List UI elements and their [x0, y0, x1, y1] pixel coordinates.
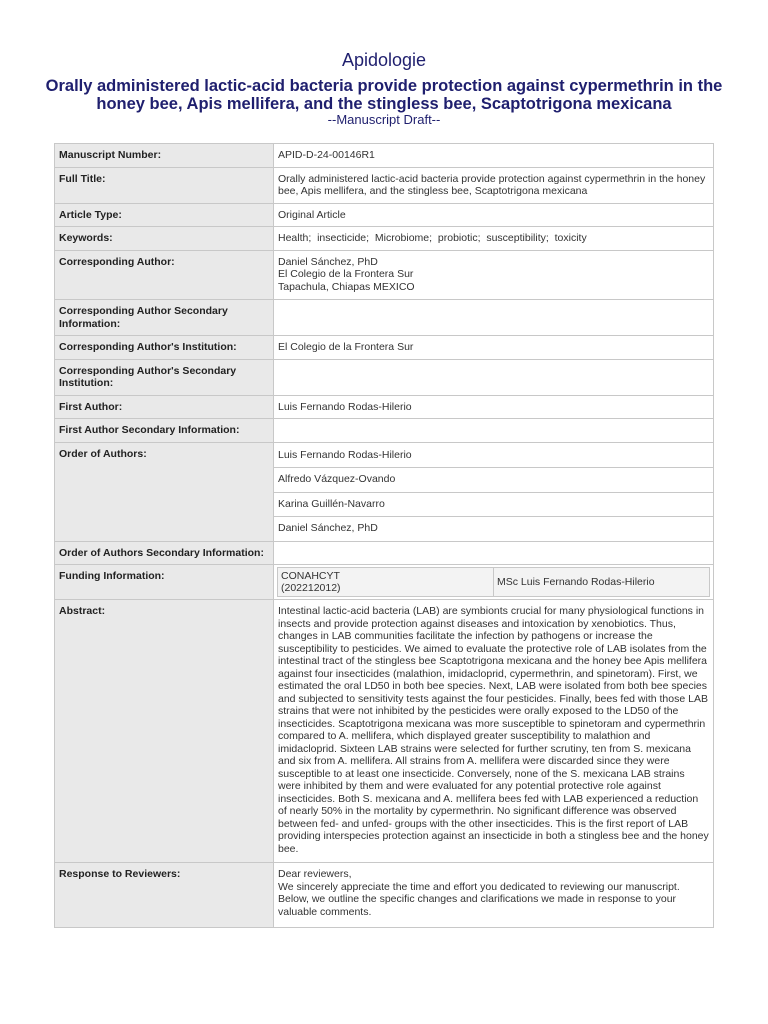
corresponding-author-institution: El Colegio de la Frontera Sur: [278, 268, 414, 280]
value-full-title: Orally administered lactic-acid bacteria provide protection against cypermethrin in the honey bee, Apis mellifera, and the stingless bee, Scaptotrigona mexicana: [274, 167, 714, 203]
row-first-author: [55, 395, 714, 419]
label-abstract: Abstract:: [55, 600, 274, 863]
row-manuscript-number: [55, 144, 714, 168]
funding-table: [277, 567, 710, 597]
row-full-title: [55, 167, 714, 203]
value-abstract: Intestinal lactic-acid bacteria (LAB) are symbionts crucial for many physiological functions in insects and provide protection against diseases and intoxication by xenobiotics. Thus, changes in LAB communities facilitate the infection by pathogens or increase the susceptibility to pesticides. We aimed to evaluate the protective role of LAB isolates from the intestinal tract of the stingless bee Scaptotrigona mexicana and the honey bee Apis mellifera against four insecticides (malathion, imidacloprid, cypermethrin, and spinetoram). First, we estimated the oral LD50 in both bee species. Next, LAB were isolated from both bee species and subjected to sensitivity tests against the four pesticides. Finally, bees fed with those LAB strains that were not inhibited by the pesticides were orally exposed to the LD50 of the insecticides. Scaptotrigona mexicana was more susceptible to spinetoram and cypermethrin compared to A. mellifera, which displayed greater susceptibility to malathion and imidacloprid. Sixteen LAB strains were selected for further scrutiny, ten from S. mexicana and six from A. mellifera. All strains from A. mellifera were discarded since they were susceptible to at least one insecticide. Conversely, none of the S. mexicana LAB strains were inhibited by them and were evaluated for any potential protective role against insecticides. Both S. mexicana and A. mellifera bees fed with LAB experienced a reduction of nearly 50% in the mortality by cypermethrin. No significant difference was observed between fed- and unfed- groups with the other insecticides. This is the first report of LAB providing interspecies protection against an insecticide in both a stingless bee and the honey bee.: [274, 600, 714, 863]
label-corresponding-author: Corresponding Author:: [55, 250, 274, 300]
funding-row: [278, 568, 710, 597]
label-order-secondary: Order of Authors Secondary Information:: [55, 541, 274, 565]
author-4: Daniel Sánchez, PhD: [274, 517, 714, 542]
value-ca-secondary-institution: [274, 359, 714, 395]
value-response: [274, 863, 714, 928]
row-order-of-authors: [55, 442, 714, 468]
value-order-secondary: [274, 541, 714, 565]
label-ca-secondary-institution: Corresponding Author's Secondary Institution:: [55, 359, 274, 395]
author-3: Karina Guillén-Navarro: [274, 492, 714, 517]
row-ca-institution: [55, 336, 714, 360]
manuscript-title: Orally administered lactic-acid bacteria provide protection against cypermethrin in the honey bee, Apis mellifera, and the stingless bee, Scaptotrigona mexicana: [45, 77, 723, 113]
label-first-author-secondary: First Author Secondary Information:: [55, 419, 274, 443]
value-manuscript-number: APID-D-24-00146R1: [274, 144, 714, 168]
funder-name: CONAHCYT: [281, 570, 340, 582]
manuscript-draft-label: --Manuscript Draft--: [327, 112, 441, 127]
label-manuscript-number: Manuscript Number:: [55, 144, 274, 168]
row-article-type: [55, 203, 714, 227]
corresponding-author-name: Daniel Sánchez, PhD: [278, 255, 378, 268]
response-body: We sincerely appreciate the time and effort you dedicated to reviewing our manuscript. Below, we outline the specific changes and clarifications we made in response to your valuable comments.: [278, 880, 680, 918]
value-article-type: Original Article: [274, 203, 714, 227]
value-keywords: Health; insecticide; Microbiome; probiotic; susceptibility; toxicity: [274, 227, 714, 251]
label-full-title: Full Title:: [55, 167, 274, 203]
label-ca-institution: Corresponding Author's Institution:: [55, 336, 274, 360]
label-first-author: First Author:: [55, 395, 274, 419]
row-abstract: [55, 600, 714, 863]
grant-number: (202212012): [281, 582, 341, 594]
row-funding: [55, 565, 714, 600]
value-funding: [274, 565, 714, 600]
journal-name: Apidologie: [341, 50, 427, 70]
row-ca-secondary-institution: [55, 359, 714, 395]
label-funding: Funding Information:: [55, 565, 274, 600]
response-greeting: Dear reviewers,: [278, 868, 352, 880]
row-ca-secondary: [55, 300, 714, 336]
value-ca-institution: El Colegio de la Frontera Sur: [274, 336, 714, 360]
row-corresponding-author: [55, 250, 714, 300]
value-first-author-secondary: [274, 419, 714, 443]
author-1: Luis Fernando Rodas-Hilerio: [274, 442, 714, 468]
author-2: Alfredo Vázquez-Ovando: [274, 468, 714, 493]
funding-recipient: MSc Luis Fernando Rodas-Hilerio: [494, 568, 710, 597]
row-keywords: [55, 227, 714, 251]
label-ca-secondary: Corresponding Author Secondary Information:: [55, 300, 274, 336]
funder-cell: [278, 568, 494, 597]
row-response: [55, 863, 714, 928]
label-order-of-authors: Order of Authors:: [55, 442, 274, 541]
label-response: Response to Reviewers:: [55, 863, 274, 928]
value-ca-secondary: [274, 300, 714, 336]
value-first-author: Luis Fernando Rodas-Hilerio: [274, 395, 714, 419]
value-corresponding-author: [274, 250, 714, 300]
corresponding-author-location: Tapachula, Chiapas MEXICO: [278, 280, 415, 293]
label-keywords: Keywords:: [55, 227, 274, 251]
row-order-secondary: [55, 541, 714, 565]
label-article-type: Article Type:: [55, 203, 274, 227]
row-first-author-secondary: [55, 419, 714, 443]
manuscript-info-table: [54, 143, 714, 928]
